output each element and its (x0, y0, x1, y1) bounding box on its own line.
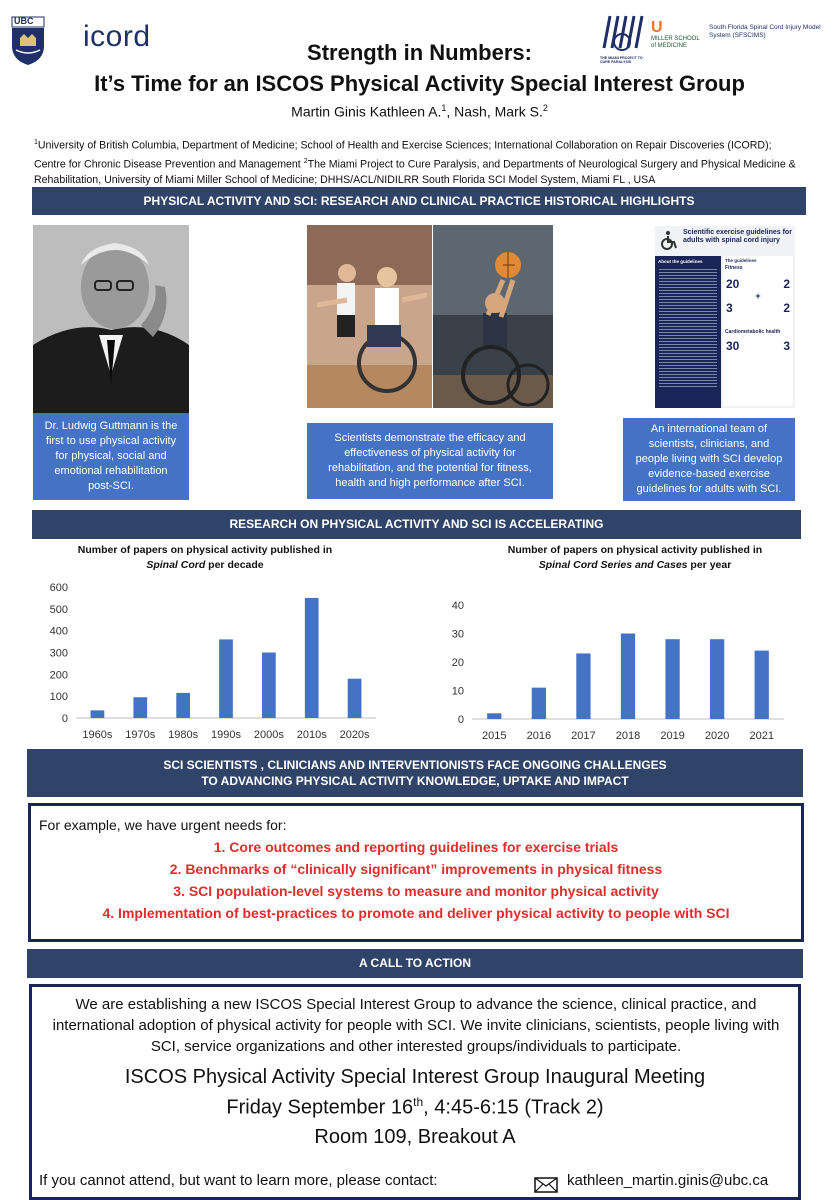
y-tick-label: 20 (451, 657, 464, 669)
miami-project-text: THE MIAMI PROJECT TO CURE PARALYSIS (600, 56, 643, 64)
guideline-num-2b: 2 (783, 301, 790, 315)
need-item-1: 1. Core outcomes and reporting guidelines for exercise trials (213, 839, 619, 855)
authors (0, 103, 839, 120)
meeting-date-a: Friday September 16 (226, 1096, 414, 1119)
need-item-3: 3. SCI population-level systems to measure and monitor physical activity (173, 883, 659, 899)
bar-1970s (133, 697, 147, 718)
y-tick-label: 30 (451, 628, 464, 641)
caption-guttmann: Dr. Ludwig Guttmann is the first to use physical activity for physical, social and emotional rehabilitation post-SCI. (33, 413, 189, 500)
bar-2019 (665, 639, 679, 719)
y-tick-label: 300 (49, 647, 68, 660)
x-tick-label: 2021 (749, 730, 774, 742)
chart1-title-a: Number of papers on physical activity published in (77, 544, 333, 556)
section3-heading-line1: SCI SCIENTISTS , CLINICIANS AND INTERVENTIONISTS FACE ONGOING CHALLENGES (163, 757, 667, 772)
guideline-fitness: Fitness (725, 265, 743, 271)
chart2-series-and-cases-per-year (440, 590, 790, 750)
guideline-right-panel (723, 256, 793, 406)
bar-2020s (348, 679, 362, 718)
meeting-title: ISCOS Physical Activity Special Interest Group Inaugural Meeting (124, 1066, 706, 1088)
author1-sup: 1 (441, 103, 447, 113)
chart2-title (480, 543, 790, 572)
guideline-num-3b: 3 (783, 339, 790, 353)
section2-heading: RESEARCH ON PHYSICAL ACTIVITY AND SCI IS ACCELERATING (32, 510, 801, 539)
y-tick-label: 0 (457, 714, 464, 726)
guideline-num-30: 30 (726, 339, 740, 353)
y-tick-label: 600 (49, 582, 68, 594)
guttmann-photo (33, 225, 189, 413)
x-tick-label: 2015 (482, 730, 507, 742)
author1: Martin Ginis Kathleen A. (291, 103, 442, 120)
x-tick-label: 1990s (211, 729, 241, 741)
contact-email[interactable]: kathleen_martin.ginis@ubc.ca (567, 1172, 769, 1189)
meeting-date-b: , 4:45-6:15 (Track 2) (423, 1096, 604, 1119)
chart2-title-b: per year (687, 558, 732, 571)
section4-heading: A CALL TO ACTION (27, 949, 803, 978)
aff1-sup: 1 (34, 139, 38, 146)
x-tick-label: 1980s (168, 729, 199, 741)
bar-2010s (305, 598, 319, 718)
x-tick-label: 2000s (253, 729, 284, 741)
bar-1960s (91, 710, 105, 718)
bar-2016 (532, 688, 546, 719)
x-tick-label: 2019 (660, 730, 685, 742)
guideline-title: Scientific exercise guidelines for adults with spinal cord injury (683, 229, 792, 245)
x-tick-label: 2010s (296, 729, 327, 741)
x-tick-label: 1970s (125, 729, 156, 741)
envelope-icon (534, 1177, 558, 1193)
chart2-title-italic: Spinal Cord Series and Cases (538, 558, 688, 571)
wheelchair-icon (659, 230, 679, 250)
need-item-4: 4. Implementation of best-practices to promote and deliver physical activity to people with SCI (102, 905, 730, 921)
y-tick-label: 40 (451, 600, 464, 612)
meeting-room: Room 109, Breakout A (314, 1126, 516, 1148)
bar-1990s (219, 639, 233, 718)
aff2-sup: 2 (303, 157, 308, 165)
rehab-photo-left (307, 225, 432, 408)
affiliations (34, 135, 804, 188)
author2: , Nash, Mark S. (446, 103, 543, 120)
aff1: University of British Columbia, Department of Medicine; School of Health and Exercise Sciences; International Collaboration on Repair Discoveries (ICORD); Centre for Chronic Disease Prevention and Management (34, 139, 772, 171)
bar-2018 (621, 634, 635, 720)
title-line2: It’s Time for an ISCOS Physical Activity Special Interest Group (94, 71, 745, 96)
guideline-num-3a: 3 (726, 301, 733, 315)
y-tick-label: 100 (49, 691, 68, 704)
y-tick-label: 10 (451, 685, 464, 698)
y-tick-label: 200 (49, 669, 68, 682)
miller-text: MILLER SCHOOL of MEDICINE (651, 36, 700, 49)
section3-heading-line2: TO ADVANCING PHYSICAL ACTIVITY KNOWLEDGE, UPTAKE AND IMPACT (201, 774, 629, 788)
guideline-left-panel (655, 256, 721, 408)
needs-intro: For example, we have urgent needs for: (39, 817, 287, 833)
guideline-num-2a: 2 (783, 277, 790, 291)
contact-text: If you cannot attend, but want to learn more, please contact: (39, 1172, 438, 1189)
guideline-cardio: Cardiometabolic health (725, 329, 781, 335)
chart2-title-a: Number of papers on physical activity published in (507, 544, 763, 556)
x-tick-label: 1960s (82, 729, 113, 741)
x-tick-label: 2020s (339, 729, 370, 741)
x-tick-label: 2018 (615, 730, 641, 742)
x-tick-label: 2017 (571, 730, 596, 742)
guideline-the: The guidelines (725, 258, 757, 263)
section3-heading (27, 749, 803, 797)
aff2: The Miami Project to Cure Paralysis, and Departments of Neurological Surgery and Physical Medicine & Rehabilitation, University of Miami Miller School of Medicine; DHHS/ACL/NIDILRR South Florida SCI Model System, Miami FL , USA (34, 158, 796, 187)
call-paragraph: We are establishing a new ISCOS Special Interest Group to advance the science, clinical practice, and international adoption of physical activity for people with SCI. We invite clinicians, scientists, people living with SCI, service organizations and other interested groups/individuals to participate. (52, 996, 780, 1055)
icord-logo: icord (83, 20, 151, 53)
bar-2017 (576, 653, 590, 719)
guideline-num-20: 20 (726, 277, 740, 291)
chart1-title (60, 543, 350, 572)
guideline-about: About the guidelines (658, 259, 703, 264)
bar-1980s (176, 693, 190, 718)
chart1-spinal-cord-per-decade (30, 570, 380, 750)
chart1-title-b: per decade (205, 558, 264, 571)
needs-box (28, 803, 804, 942)
author2-sup: 2 (542, 103, 548, 113)
section1-heading: PHYSICAL ACTIVITY AND SCI: RESEARCH AND CLINICAL PRACTICE HISTORICAL HIGHLIGHTS (32, 187, 806, 215)
guideline-plus: + (755, 291, 761, 301)
meeting-date (32, 1095, 798, 1120)
u-icon: U (651, 19, 663, 36)
call-to-action-box (29, 984, 801, 1200)
bar-2015 (487, 713, 501, 719)
guidelines-infographic (655, 226, 795, 408)
ubc-logo-text: UBC (14, 16, 34, 26)
bar-2020 (710, 639, 724, 719)
caption-guidelines: An international team of scientists, clinicians, and people living with SCI develop evidence-based exercise guidelines for adults with SCI. (623, 418, 795, 501)
x-tick-label: 2020 (704, 730, 730, 742)
rehab-photo-right (433, 225, 553, 408)
caption-rehab: Scientists demonstrate the efficacy and effectiveness of physical activity for rehabilitation, and the potential for fitness, health and high performance after SCI. (307, 423, 553, 499)
y-tick-label: 500 (49, 603, 68, 616)
y-tick-label: 0 (61, 713, 68, 725)
sfscims-text: South Florida Spinal Cord Injury Model System (SFSCIMS) (709, 24, 821, 40)
meeting-date-sup: th (413, 1095, 424, 1109)
y-tick-label: 400 (49, 625, 68, 638)
bar-2021 (755, 651, 769, 719)
x-tick-label: 2016 (526, 730, 552, 742)
need-item-2: 2. Benchmarks of “clinically significant” improvements in physical fitness (169, 861, 663, 877)
chart1-title-italic: Spinal Cord (146, 558, 206, 571)
title-line1: Strength in Numbers: (307, 40, 532, 65)
guideline-text-lines (659, 267, 717, 387)
bar-2000s (262, 653, 276, 719)
